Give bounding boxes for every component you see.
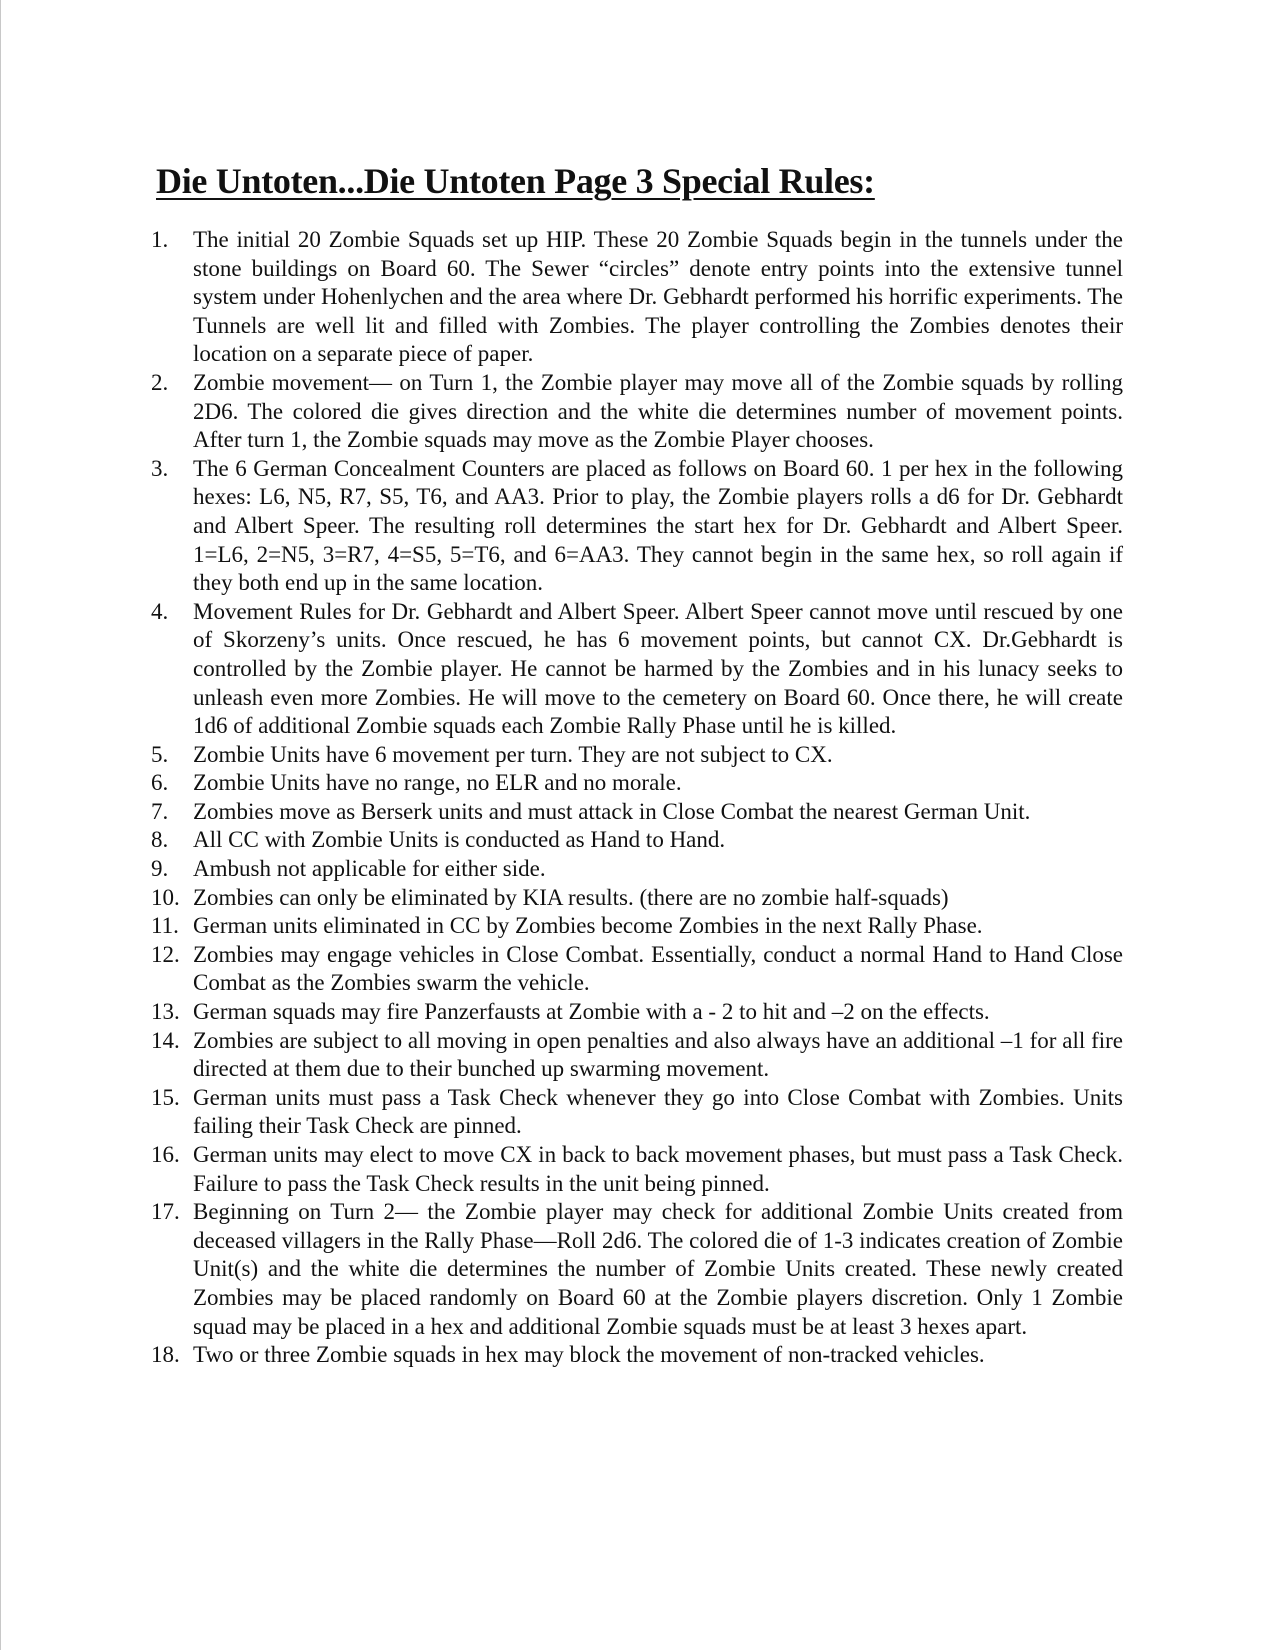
rule-text: Ambush not applicable for either side. [193, 856, 546, 882]
rule-item [151, 826, 1123, 855]
rule-item [151, 941, 1123, 998]
rule-item [151, 741, 1123, 770]
rule-item [151, 455, 1123, 598]
rule-text: Zombies can only be eliminated by KIA results. (there are no zombie half-squads) [193, 884, 949, 910]
rule-number: 4. [151, 598, 169, 624]
rule-text: Movement Rules for Dr. Gebhardt and Albert Speer. Albert Speer cannot move until rescued by one of Skorzeny’s units. Once rescued, he has 6 movement points, but cannot CX. Dr.Gebhardt is controlled by the Zombie player. He cannot be harmed by the Zombies and in his lunacy seeks to unleash even more Zombies. He will move to the cemetery on Board 60. Once there, he will create 1d6 of additional Zombie squads each Zombie Rally Phase until he is killed. [193, 598, 1123, 739]
rule-number: 14. [151, 1027, 180, 1053]
rule-text: Zombie Units have no range, no ELR and no morale. [193, 770, 682, 796]
rule-number: 11. [151, 913, 179, 939]
rule-number: 10. [151, 884, 180, 910]
rule-item [151, 226, 1123, 369]
rule-number: 8. [151, 827, 169, 853]
rule-item [151, 884, 1123, 913]
rule-text: All CC with Zombie Units is conducted as Hand to Hand. [193, 827, 726, 853]
rule-number: 3. [151, 455, 169, 481]
rule-number: 15. [151, 1084, 180, 1110]
rule-number: 18. [151, 1342, 180, 1368]
rule-number: 1. [151, 227, 169, 252]
rule-item [151, 1027, 1123, 1084]
rule-text: Zombies move as Berserk units and must attack in Close Combat the nearest German Unit. [193, 798, 1031, 824]
rule-item [151, 912, 1123, 941]
rule-number: 12. [151, 941, 180, 967]
rule-number: 6. [151, 770, 169, 796]
rule-item [151, 369, 1123, 455]
rule-item [151, 1198, 1123, 1341]
rule-text: German units may elect to move CX in back to back movement phases, but must pass a Task Check. Failure to pass the Task Check results in the unit being pinned. [193, 1142, 1123, 1196]
rule-text: The 6 German Concealment Counters are placed as follows on Board 60. 1 per hex in the following hexes: L6, N5, R7, S5, T6, and AA3. Prior to play, the Zombie players rolls a d6 for Dr. Gebhardt and Albert Speer. The resulting roll determines the start hex for Dr. Gebhardt and Albert Speer. 1=L6, 2=N5, 3=R7, 4=S5, 5=T6, and 6=AA3. They cannot begin in the same hex, so roll again if they both end up in the same location. [193, 455, 1123, 596]
rule-item [151, 798, 1123, 827]
rule-item [151, 1141, 1123, 1198]
rule-number: 9. [151, 856, 169, 882]
rule-item [151, 1084, 1123, 1141]
rule-item [151, 855, 1123, 884]
rule-text: Beginning on Turn 2— the Zombie player may check for additional Zombie Units created from deceased villagers in the Rally Phase—Roll 2d6. The colored die of 1-3 indicates creation of Zombie Unit(s) and the white die determines the number of Zombie Units created. These newly created Zombies may be placed randomly on Board 60 at the Zombie players discretion. Only 1 Zombie squad may be placed in a hex and additional Zombie squads must be at least 3 hexes apart. [193, 1199, 1123, 1339]
rule-text: Zombie Units have 6 movement per turn. They are not subject to CX. [193, 741, 833, 767]
rule-number: 2. [151, 369, 169, 395]
rule-text: The initial 20 Zombie Squads set up HIP. These 20 Zombie Squads begin in the tunnels under the stone buildings on Board 60. The Sewer “circles” denote entry points into the extensive tunnel system under Hohenlychen and the area where Dr. Gebhardt performed his horrific experiments. The Tunnels are well lit and filled with Zombies. The player controlling the Zombies denotes their location on a separate piece of paper. [193, 227, 1123, 367]
rule-text: Zombies may engage vehicles in Close Combat. Essentially, conduct a normal Hand to Hand Close Combat as the Zombies swarm the vehicle. [193, 941, 1123, 996]
rule-number: 17. [151, 1199, 180, 1225]
rule-number: 7. [151, 798, 169, 824]
rule-text: Two or three Zombie squads in hex may block the movement of non-tracked vehicles. [193, 1342, 985, 1368]
rule-number: 16. [151, 1142, 180, 1167]
rule-text: German squads may fire Panzerfausts at Zombie with a - 2 to hit and –2 on the effects. [193, 999, 990, 1025]
rule-item [151, 598, 1123, 741]
rule-text: Zombies are subject to all moving in open penalties and also always have an additional –1 for all fire directed at them due to their bunched up swarming movement. [193, 1027, 1123, 1082]
page-title: Die Untoten...Die Untoten Page 3 Special Rules: [156, 161, 875, 201]
rule-text: German units must pass a Task Check whenever they go into Close Combat with Zombies. Units failing their Task Check are pinned. [193, 1084, 1123, 1139]
rule-text: German units eliminated in CC by Zombies become Zombies in the next Rally Phase. [193, 913, 983, 939]
rules-list [151, 226, 1123, 1370]
rule-number: 5. [151, 741, 169, 767]
rule-text: Zombie movement— on Turn 1, the Zombie player may move all of the Zombie squads by rolling 2D6. The colored die gives direction and the white die determines number of movement points. After turn 1, the Zombie squads may move as the Zombie Player chooses. [193, 369, 1123, 453]
rule-item [151, 1341, 1123, 1370]
rule-number: 13. [151, 999, 180, 1025]
rule-item [151, 769, 1123, 798]
rule-item [151, 998, 1123, 1027]
